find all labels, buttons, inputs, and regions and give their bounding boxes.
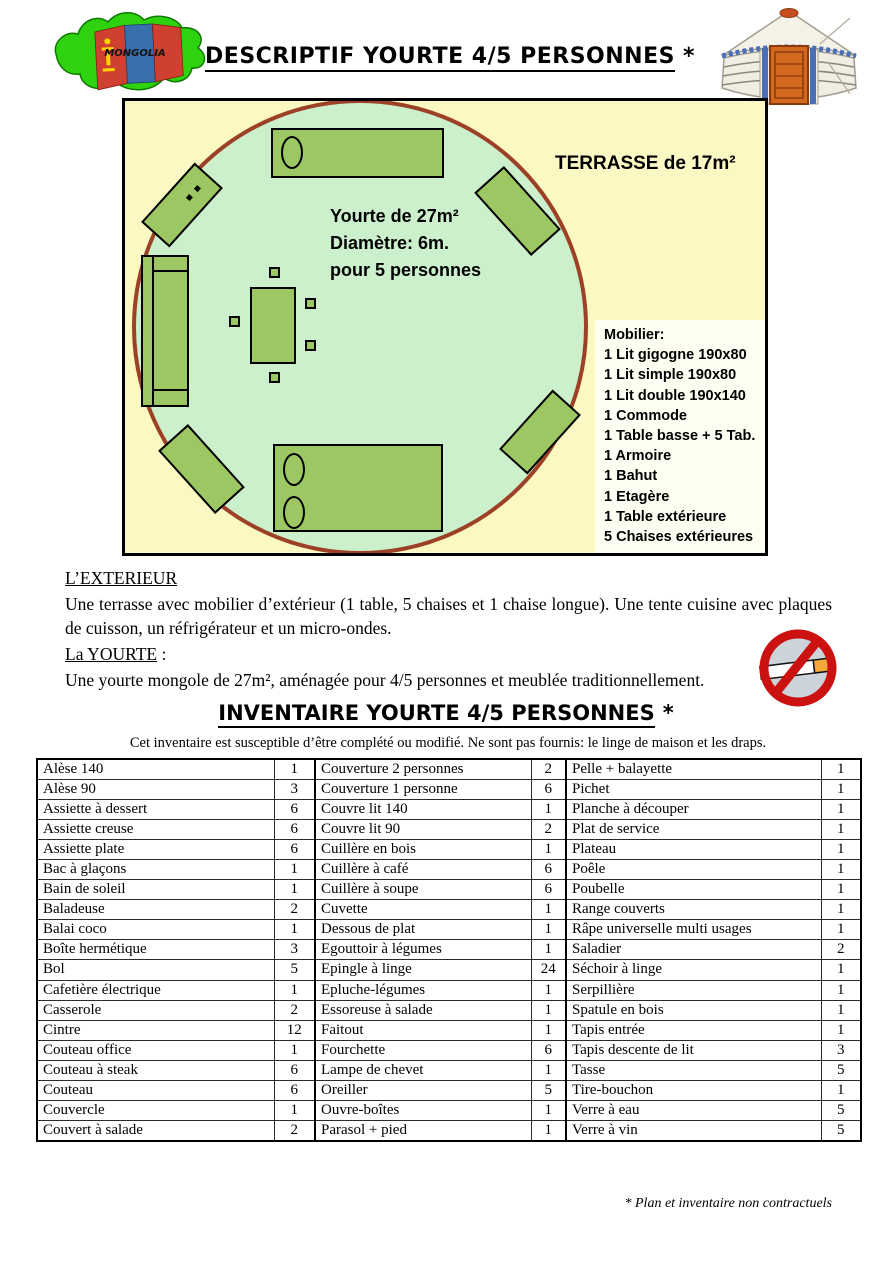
table-row [37,1040,315,1060]
furniture-bed-simple [271,128,444,178]
item-name-cell: Couteau office [37,1040,274,1060]
mobilier-item: 1 Bahut [604,468,658,485]
item-qty-cell: 1 [821,859,861,879]
item-name-cell: Casserole [37,1000,274,1020]
item-qty-cell: 1 [821,1020,861,1040]
item-name-cell: Assiette plate [37,839,274,859]
inventory-title-asterisk: * [662,701,674,725]
item-qty-cell: 6 [274,1060,315,1080]
table-row [37,1121,315,1141]
item-name-cell: Poêle [566,859,821,879]
item-name-cell: Assiette à dessert [37,799,274,819]
yurt-info-line: Diamètre: 6m. [330,233,450,253]
mobilier-item: 1 Lit gigogne 190x80 [604,347,747,364]
table-row [315,1060,566,1080]
item-qty-cell: 2 [531,819,566,839]
item-qty-cell: 12 [274,1020,315,1040]
yurt-info-label [330,203,481,284]
item-qty-cell: 1 [821,1081,861,1101]
item-qty-cell: 5 [821,1060,861,1080]
item-name-cell: Essoreuse à salade [315,1000,531,1020]
item-name-cell: Séchoir à linge [566,960,821,980]
title-asterisk: * [682,44,695,69]
item-qty-cell: 5 [531,1081,566,1101]
inventory-note: Cet inventaire est susceptible d’être complété ou modifié. Ne sont pas fournis: le linge de maison et les draps. [129,735,767,751]
item-name-cell: Couvercle [37,1101,274,1121]
table-row [315,980,566,1000]
item-qty-cell: 1 [531,1101,566,1121]
item-name-cell: Pelle + balayette [566,759,821,779]
item-name-cell: Couvert à salade [37,1121,274,1141]
item-name-cell: Cuillère à café [315,859,531,879]
item-qty-cell: 1 [274,759,315,779]
table-row [566,1020,861,1040]
item-qty-cell: 1 [531,1121,566,1141]
bed-line [152,270,187,272]
item-name-cell: Bac à glaçons [37,859,274,879]
table-row [566,839,861,859]
item-qty-cell: 1 [821,920,861,940]
mobilier-box [595,320,767,555]
table-row [566,880,861,900]
table-row [315,799,566,819]
table-row [315,819,566,839]
pillow [281,136,303,169]
exterior-heading [65,568,177,589]
table-row [37,1081,315,1101]
item-qty-cell: 1 [531,1020,566,1040]
item-name-cell: Tapis descente de lit [566,1040,821,1060]
item-name-cell: Assiette creuse [37,819,274,839]
mobilier-item: 1 Commode [604,407,687,424]
table-row [315,1081,566,1101]
item-qty-cell: 2 [821,940,861,960]
furniture-stool [269,372,280,383]
furniture-table-basse [250,287,296,364]
item-name-cell: Alèse 140 [37,759,274,779]
table-row [315,859,566,879]
item-name-cell: Plateau [566,839,821,859]
item-name-cell: Verre à vin [566,1121,821,1141]
item-qty-cell: 6 [274,839,315,859]
yourte-heading [65,644,166,665]
yourte-heading-text: La YOURTE [65,644,158,664]
item-name-cell: Dessous de plat [315,920,531,940]
item-qty-cell: 6 [531,880,566,900]
table-row [37,759,315,779]
table-row [315,839,566,859]
mobilier-list [604,345,767,547]
item-qty-cell: 6 [531,779,566,799]
item-qty-cell: 5 [821,1121,861,1141]
item-qty-cell: 1 [274,1101,315,1121]
table-row [566,1121,861,1141]
item-qty-cell: 1 [274,920,315,940]
item-qty-cell: 24 [531,960,566,980]
item-qty-cell: 6 [274,1081,315,1101]
item-name-cell: Epluche-légumes [315,980,531,1000]
item-name-cell: Ouvre-boîtes [315,1101,531,1121]
item-qty-cell: 1 [821,819,861,839]
item-qty-cell: 3 [274,940,315,960]
table-row [37,900,315,920]
map-label: MONGOLIA [104,48,166,59]
item-qty-cell: 1 [531,1060,566,1080]
item-qty-cell: 1 [821,980,861,1000]
terrace-label: TERRASSE de 17m² [555,153,736,174]
mobilier-item: 5 Chaises extérieures [604,529,754,546]
item-name-cell: Tasse [566,1060,821,1080]
table-row [315,920,566,940]
table-row [315,1121,566,1141]
item-qty-cell: 6 [531,859,566,879]
table-row [37,980,315,1000]
table-row [315,1000,566,1020]
table-row [37,880,315,900]
pillow [283,496,305,529]
item-name-cell: Poubelle [566,880,821,900]
mobilier-item: 1 Table basse + 5 Tab. [604,428,756,445]
table-row [566,1101,861,1121]
table-row [37,839,315,859]
item-name-cell: Cintre [37,1020,274,1040]
table-row [315,960,566,980]
item-name-cell: Parasol + pied [315,1121,531,1141]
table-row [566,819,861,839]
yurt-info-line: pour 5 personnes [330,260,482,280]
furniture-bed-double [273,444,443,532]
item-name-cell: Egouttoir à légumes [315,940,531,960]
table-row [315,940,566,960]
table-row [566,920,861,940]
item-name-cell: Oreiller [315,1081,531,1101]
item-name-cell: Tire-bouchon [566,1081,821,1101]
item-qty-cell: 1 [531,1000,566,1020]
item-qty-cell: 2 [274,1121,315,1141]
item-qty-cell: 1 [531,940,566,960]
table-row [566,960,861,980]
item-qty-cell: 5 [274,960,315,980]
table-row [315,779,566,799]
item-qty-cell: 2 [274,1000,315,1020]
item-name-cell: Verre à eau [566,1101,821,1121]
furniture-bed-gigogne [141,255,189,407]
exterior-heading-text: L’EXTERIEUR [65,568,178,588]
item-name-cell: Couverture 1 personne [315,779,531,799]
yourte-paragraph: Une yourte mongole de 27m², aménagée pour 4/5 personnes et meublée traditionnellement. [65,670,705,690]
mobilier-item: 1 Lit double 190x140 [604,387,746,404]
item-name-cell: Serpillière [566,980,821,1000]
item-qty-cell: 2 [274,900,315,920]
item-qty-cell: 1 [531,839,566,859]
item-qty-cell: 6 [274,819,315,839]
mobilier-item: 1 Etagère [604,488,670,505]
item-qty-cell: 6 [274,799,315,819]
item-name-cell: Cuillère en bois [315,839,531,859]
yurt-icon [700,4,878,108]
table-row [315,900,566,920]
knob [194,185,201,192]
item-qty-cell: 1 [274,980,315,1000]
item-name-cell: Cafetière électrique [37,980,274,1000]
item-name-cell: Planche à découper [566,799,821,819]
item-qty-cell: 5 [821,1101,861,1121]
item-name-cell: Couvre lit 90 [315,819,531,839]
table-row [566,900,861,920]
table-row [37,1101,315,1121]
table-row [315,1101,566,1121]
table-row [37,859,315,879]
item-name-cell: Pichet [566,779,821,799]
table-row [566,799,861,819]
table-row [566,1060,861,1080]
item-name-cell: Couvre lit 140 [315,799,531,819]
item-name-cell: Balai coco [37,920,274,940]
mobilier-item: 1 Lit simple 190x80 [604,367,737,384]
item-name-cell: Spatule en bois [566,1000,821,1020]
item-qty-cell: 3 [274,779,315,799]
item-name-cell: Faitout [315,1020,531,1040]
mobilier-item: 1 Armoire [604,448,672,465]
item-qty-cell: 1 [274,880,315,900]
no-smoking-icon [756,626,840,710]
item-name-cell: Râpe universelle multi usages [566,920,821,940]
footnote: * Plan et inventaire non contractuels [624,1196,832,1211]
item-name-cell: Cuillère à soupe [315,880,531,900]
item-name-cell: Bain de soleil [37,880,274,900]
item-qty-cell: 1 [531,980,566,1000]
table-row [37,779,315,799]
item-qty-cell: 1 [821,779,861,799]
furniture-stool [305,340,316,351]
table-row [566,759,861,779]
knob [186,194,193,201]
item-qty-cell: 1 [821,900,861,920]
item-name-cell: Epingle à linge [315,960,531,980]
item-name-cell: Couteau [37,1081,274,1101]
item-qty-cell: 1 [821,799,861,819]
table-row [37,799,315,819]
table-row [37,1020,315,1040]
item-name-cell: Boîte hermétique [37,940,274,960]
item-qty-cell: 1 [531,920,566,940]
item-name-cell: Saladier [566,940,821,960]
table-row [566,779,861,799]
terrace-area [125,101,765,553]
item-name-cell: Range couverts [566,900,821,920]
item-qty-cell: 1 [821,759,861,779]
page-title [190,44,710,69]
inventory-title [146,701,746,725]
furniture-stool [269,267,280,278]
item-name-cell: Lampe de chevet [315,1060,531,1080]
table-row [315,1020,566,1040]
item-qty-cell: 1 [821,1000,861,1020]
exterior-paragraph: Une terrasse avec mobilier d’extérieur (1 table, 5 chaises et 1 chaise longue). Une tente cuisine avec plaques de cuisson, un réfrigérateur et un micro-ondes. [65,594,832,638]
inventory-column-table [36,758,316,1142]
yourte-heading-colon: : [157,644,167,664]
table-row [566,980,861,1000]
table-row [37,940,315,960]
item-name-cell: Fourchette [315,1040,531,1060]
bed-line [152,257,154,405]
item-qty-cell: 1 [274,1040,315,1060]
mobilier-title: Mobilier: [604,327,665,343]
item-qty-cell: 3 [821,1040,861,1060]
item-qty-cell: 6 [531,1040,566,1060]
item-qty-cell: 1 [821,839,861,859]
item-name-cell: Plat de service [566,819,821,839]
inventory-column-table [314,758,567,1142]
item-name-cell: Cuvette [315,900,531,920]
inventory-title-text: INVENTAIRE YOURTE 4/5 PERSONNES [218,701,654,728]
mobilier-item: 1 Table extérieure [604,508,727,525]
furniture-stool [305,298,316,309]
table-row [315,759,566,779]
item-qty-cell: 1 [274,859,315,879]
table-row [315,1040,566,1060]
item-name-cell: Tapis entrée [566,1020,821,1040]
item-name-cell: Couverture 2 personnes [315,759,531,779]
table-row [566,1081,861,1101]
item-name-cell: Alèse 90 [37,779,274,799]
item-name-cell: Baladeuse [37,900,274,920]
table-row [566,940,861,960]
table-row [566,1000,861,1020]
table-row [37,819,315,839]
furniture-stool [229,316,240,327]
item-name-cell: Couteau à steak [37,1060,274,1080]
table-row [37,920,315,940]
floor-plan [122,98,768,556]
table-row [37,1060,315,1080]
item-qty-cell: 1 [531,799,566,819]
item-qty-cell: 1 [821,880,861,900]
item-qty-cell: 1 [531,900,566,920]
bed-line [152,389,187,391]
inventory-column-table [565,758,862,1142]
table-row [315,880,566,900]
yurt-info-line: Yourte de 27m² [330,206,459,226]
pillow [283,453,305,486]
table-row [37,1000,315,1020]
item-qty-cell: 1 [821,960,861,980]
table-row [37,960,315,980]
table-row [566,1040,861,1060]
item-qty-cell: 2 [531,759,566,779]
page-title-text: DESCRIPTIF YOURTE 4/5 PERSONNES [205,44,675,72]
item-name-cell: Bol [37,960,274,980]
table-row [566,859,861,879]
